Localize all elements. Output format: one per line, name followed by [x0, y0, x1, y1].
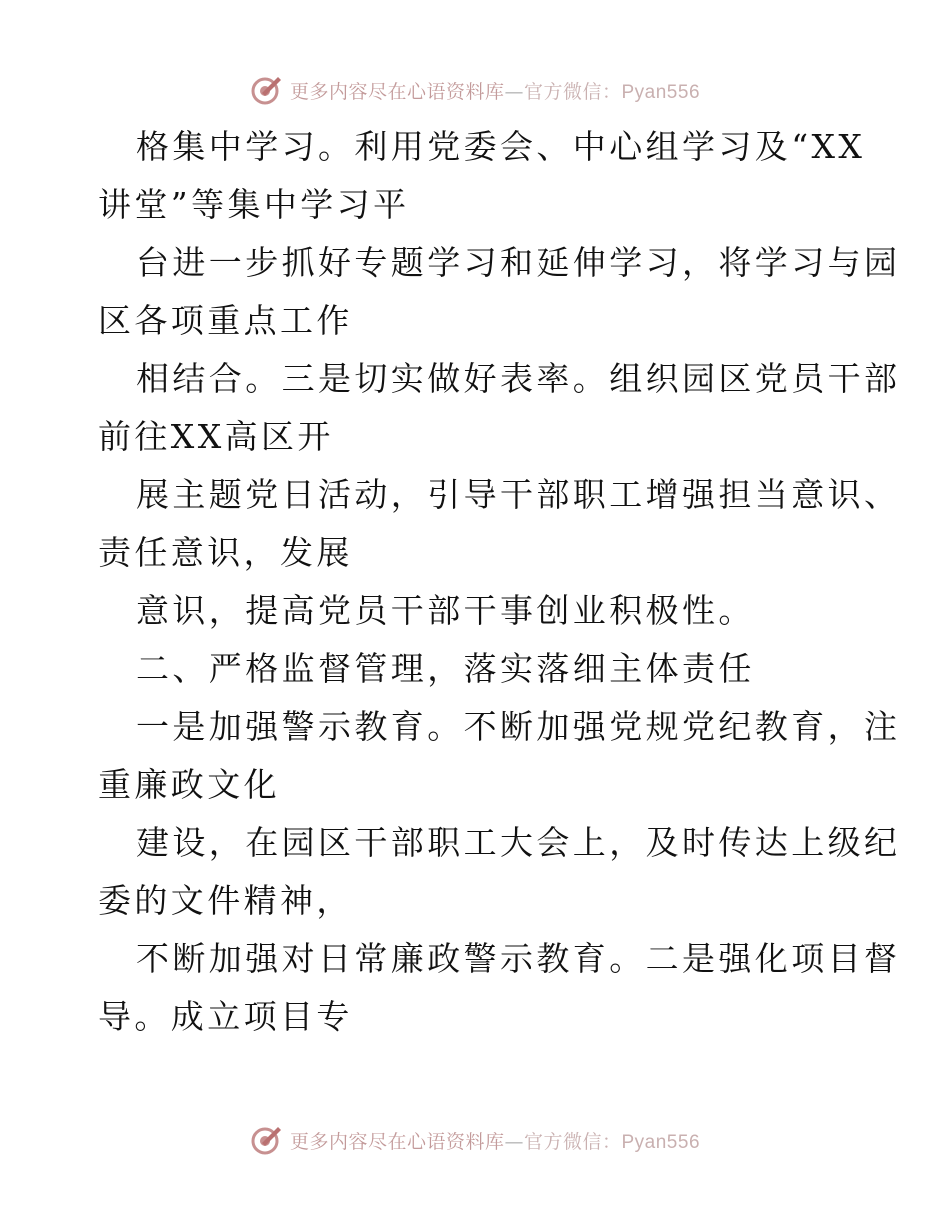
section-heading: 二、严格监督管理，落实落细主体责任 — [136, 649, 755, 688]
text-line: 格集中学习。利用党委会、中心组学习及“XX — [136, 127, 866, 166]
text-line: 讲堂”等集中学习平 — [98, 185, 410, 224]
watermark-suffix: 官方微信：Pyan556 — [524, 81, 701, 103]
text-line: 导。成立项目专 — [98, 997, 353, 1036]
text-line: 台进一步抓好专题学习和延伸学习，将学习与园 — [136, 243, 901, 282]
text-line: 展主题党日活动，引导干部职工增强担当意识、 — [136, 475, 901, 514]
text-line: 相结合。三是切实做好表率。组织园区党员干部 — [136, 359, 901, 398]
watermark-suffix: 官方微信：Pyan556 — [524, 1131, 701, 1153]
watermark-footer — [0, 1120, 950, 1160]
text-line: 意识，提高党员干部干事创业积极性。 — [136, 591, 755, 630]
text-line: 委的文件精神， — [98, 881, 353, 920]
text-line: 责任意识，发展 — [98, 533, 353, 572]
watermark-text — [290, 77, 700, 104]
text-line: 建设，在园区干部职工大会上，及时传达上级纪 — [136, 823, 901, 862]
text-line: 前往XX高区开 — [98, 417, 334, 456]
watermark-separator: — — [504, 1130, 524, 1153]
text-line: 重廉政文化 — [98, 765, 280, 804]
watermark-text — [290, 1127, 700, 1154]
watermark-brand: 更多内容尽在心语资料库 — [289, 1130, 505, 1153]
watermark-separator: — — [504, 80, 524, 103]
text-line: 不断加强对日常廉政警示教育。二是强化项目督 — [136, 939, 901, 978]
pen-logo-icon — [250, 73, 284, 107]
text-line: 区各项重点工作 — [98, 301, 353, 340]
document-body — [98, 118, 901, 1046]
pen-logo-icon — [250, 1123, 284, 1157]
watermark-header — [0, 70, 950, 110]
watermark-brand: 更多内容尽在心语资料库 — [289, 80, 505, 103]
text-line: 一是加强警示教育。不断加强党规党纪教育，注 — [136, 707, 901, 746]
